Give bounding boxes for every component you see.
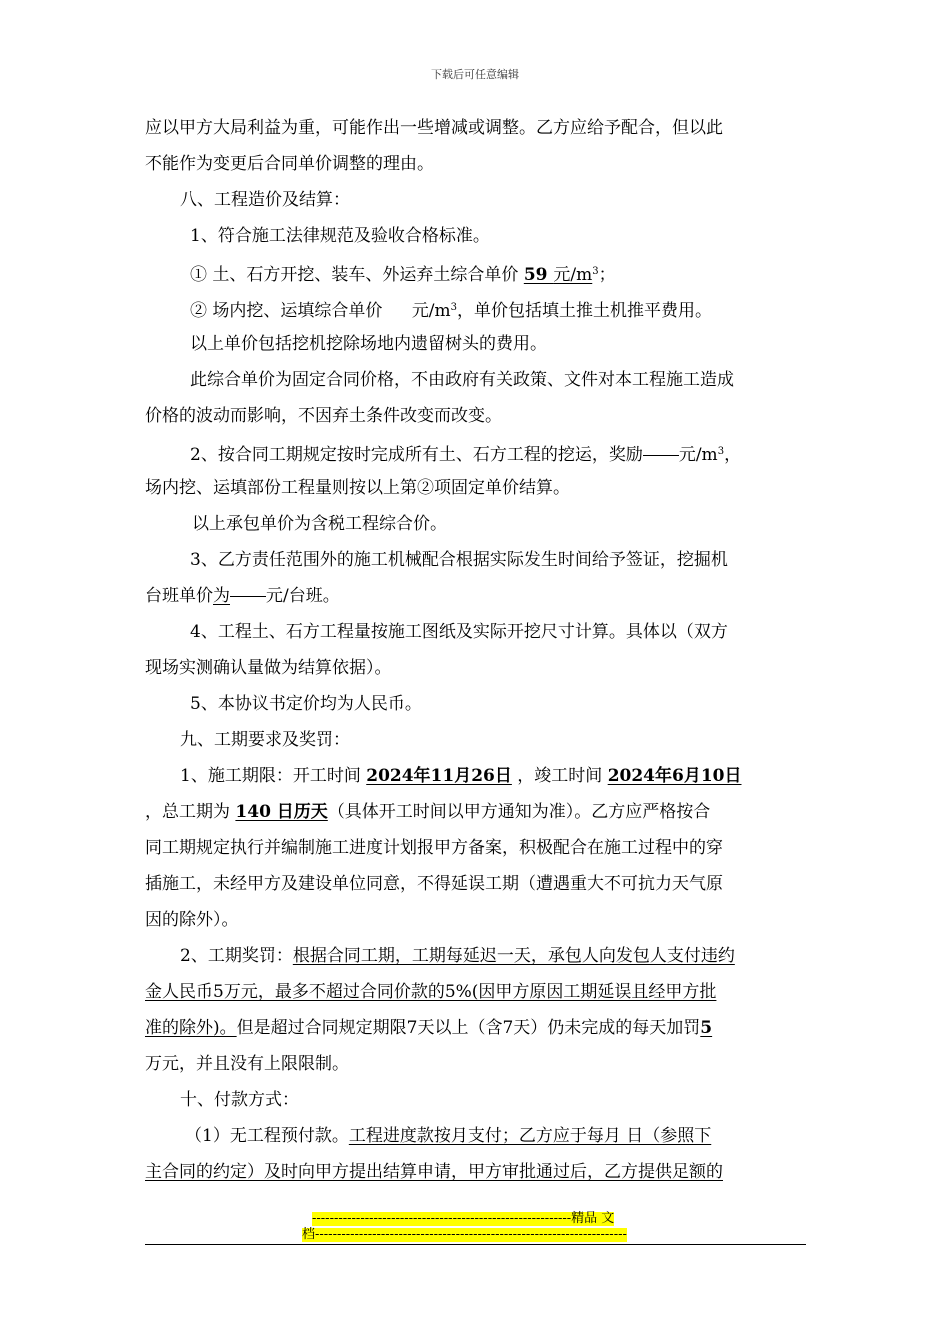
price-line-2: ② 场内挖、运填综合单价 元$/m^3$，单价包括填土推土机推平费用。 — [190, 301, 713, 321]
section-heading: 九、工期要求及奖罚： — [180, 730, 350, 750]
paragraph-line: 3、乙方责任范围外的施工机械配合根据实际发生时间给予签证，挖掘机 — [190, 550, 728, 570]
paragraph-line: 应以甲方大局利益为重，可能作出一些增减或调整。乙方应给予配合，但以此 — [145, 118, 723, 138]
payment-line: 主合同的约定）及时向甲方提出结算申请，甲方审批通过后，乙方提供足额的 — [145, 1162, 723, 1182]
paragraph-line: 不能作为变更后合同单价调整的理由。 — [145, 154, 434, 174]
footer-watermark-line2: 档----------------------------------------------------------------------- — [302, 1227, 627, 1242]
duration-value: 140 日历天 — [235, 802, 328, 822]
penalty-line: 准的除外)。但是超过合同规定期限7天以上（含7天）仍未完成的每天加罚5 — [145, 1018, 713, 1038]
price-line-1: ① 土、石方开挖、装车、外运弃土综合单价 59 元$/m^3$； — [190, 265, 616, 285]
page-header: 下载后可任意编辑 — [431, 68, 519, 81]
machine-rate-line: 台班单价为 元/台班。 — [145, 586, 340, 606]
paragraph-line: 以上承包单价为含税工程综合价。 — [192, 514, 447, 534]
paragraph-line: 4、工程土、石方工程量按施工图纸及实际开挖尺寸计算。具体以（双方 — [190, 622, 728, 642]
paragraph-line: 此综合单价为固定合同价格，不由政府有关政策、文件对本工程施工造成 — [190, 370, 734, 390]
end-date: 2024年6月10日 — [607, 766, 742, 786]
footer-watermark-line1: -----------------------------------------------------------精品 文 — [312, 1211, 615, 1226]
paragraph-line: 现场实测确认量做为结算依据）。 — [145, 658, 392, 678]
section-heading: 八、工程造价及结算： — [180, 190, 350, 210]
schedule-line: 1、施工期限：开工时间 2024年11月26日 ，竣工时间 2024年6月10日 — [180, 766, 742, 786]
footer-rule — [145, 1244, 806, 1245]
paragraph-line: 同工期规定执行并编制施工进度计划报甲方备案，积极配合在施工过程中的穿 — [145, 838, 723, 858]
paragraph-line: 5、本协议书定价均为人民币。 — [190, 694, 422, 714]
paragraph-line: 插施工，未经甲方及建设单位同意，不得延误工期（遭遇重大不可抗力天气原 — [145, 874, 723, 894]
paragraph-line: 1、符合施工法律规范及验收合格标准。 — [190, 226, 490, 246]
price-value: 59 — [523, 265, 554, 285]
paragraph-line: 因的除外）。 — [145, 910, 239, 930]
paragraph-line: 场内挖、运填部份工程量则按以上第②项固定单价结算。 — [145, 478, 570, 498]
duration-line: ，总工期为 140 日历天（具体开工时间以甲方通知为准）。乙方应严格按合 — [145, 802, 711, 822]
start-date: 2024年11月26日 — [366, 766, 512, 786]
paragraph-line: 价格的波动而影响，不因弃土条件改变而改变。 — [145, 406, 502, 426]
blank-slash — [230, 596, 266, 597]
paragraph-line: 万元，并且没有上限限制。 — [145, 1054, 349, 1074]
penalty-line: 金人民币5万元，最多不超过合同价款的5%(因甲方原因工期延误且经甲方批 — [145, 982, 717, 1002]
blank-slash — [643, 455, 679, 456]
reward-line: 2、按合同工期规定按时完成所有土、石方工程的挖运，奖励 元$/m^3$， — [190, 445, 742, 465]
paragraph-line: 以上单价包括挖机挖除场地内遗留树头的费用。 — [190, 334, 547, 354]
penalty-value: 5 — [700, 1018, 713, 1038]
penalty-line: 2、工期奖罚：根据合同工期，工期每延迟一天，承包人向发包人支付违约 — [180, 946, 735, 966]
section-heading: 十、付款方式： — [180, 1090, 299, 1110]
payment-line: （1）无工程预付款。工程进度款按月支付；乙方应于每月 日（参照下 — [185, 1126, 712, 1146]
